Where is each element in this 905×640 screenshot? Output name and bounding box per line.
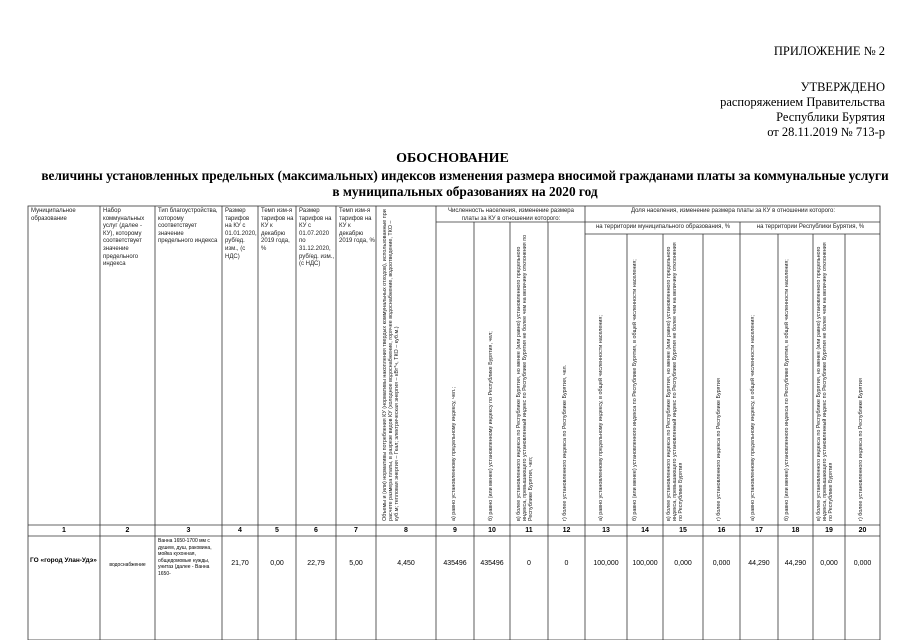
header-population-group: Численность населения, изменение размера платы за КУ в отношении которого: (448, 208, 574, 222)
col-number: 16 (717, 527, 726, 534)
col-number: 9 (453, 527, 457, 534)
document-subtitle: величины установленных предельных (максимальных) индексов изменения размера вносимой гражданами платы за коммунальные услуги в муниципальных образованиях на 2020 год (41, 168, 889, 199)
header-share-mun-a: а) равно установленному предельному индексу, в общей численности населения; (598, 315, 604, 521)
header-amenity-type: Тип благоустройства, которому соответствует значение предельного индекса (158, 208, 218, 245)
header-share-rep-a: а) равно установленному предельному индексу, в общей численности населения; (750, 315, 756, 521)
header-share-mun-b: б) равно (или менее) установленного индекса по Республике Бурятия, в общей численности населения; (632, 259, 638, 521)
document-title: ОБОСНОВАНИЕ (396, 151, 509, 166)
col-number: 17 (755, 527, 763, 534)
header-share-mun-d: г) более установленного индекса по Республике Бурятия (716, 378, 722, 521)
col-number: 14 (641, 527, 649, 534)
approval-line-3: от 28.11.2019 № 713-р (767, 125, 885, 139)
col-number: 18 (791, 527, 800, 534)
row-share-rep-d: 0,000 (853, 560, 872, 567)
row-share-rep-c: 0,000 (820, 560, 838, 567)
col-number: 4 (238, 527, 242, 534)
row-tariff-rate-1: 0,00 (270, 560, 284, 567)
col-number: 6 (314, 527, 318, 534)
row-tariff-jul: 22,79 (307, 560, 325, 567)
row-share-mun-c: 0,000 (674, 560, 692, 567)
header-share-rep-d: г) более установленного индекса по Республике Бурятия (858, 378, 864, 521)
header-share-mun-c: в) более установленного индекса по Республике Бурятия, но менее (или равно) установленного предельного индекса, превышающего установленный индекс по Республике Бурятия не более чем на величину отклонения по Республике Бурятия (666, 242, 684, 521)
row-amenity-type: Ванна 1650-1700 мм с душем, душ, раковина, мойка кухонная, общедомовые нужды, унитаз (далее - Ванна 1650- (158, 538, 212, 577)
col-number: 2 (125, 527, 130, 534)
row-population-d: 0 (564, 560, 569, 567)
col-number: 8 (404, 527, 408, 534)
col-number: 15 (679, 527, 687, 534)
header-tariff-rate-2: Темп изм-я тарифов на КУ к декабрю 2019 года, % (339, 208, 375, 245)
row-municipality: ГО «город Улан-Удэ» (30, 557, 97, 564)
header-service-set: Набор коммунальных услуг (далее - КУ), которому соответствует значение предельного индекса (103, 208, 145, 268)
header-municipality: Муниципальное образование (31, 208, 76, 222)
header-population-b: б) равно (или менее) установленному индексу по Республике Бурятия, чел; (488, 331, 494, 521)
row-share-rep-a: 44,290 (748, 560, 770, 567)
row-tariff-rate-2: 5,00 (349, 560, 363, 567)
col-number: 20 (858, 527, 867, 534)
header-tariff-jan: Размер тарифов на КУ с 01.01.2020, руб/ед. изм., (с НДС) (225, 208, 257, 260)
row-population-b: 435496 (480, 560, 504, 567)
approved-label: УТВЕРЖДЕНО (800, 80, 885, 94)
row-share-mun-a: 100,000 (593, 560, 619, 567)
header-population-d: г) более установленного индекса по Республике Бурятия, чел. (562, 364, 568, 521)
row-share-rep-b: 44,290 (784, 560, 807, 567)
col-number: 3 (186, 527, 191, 534)
header-tariff-rate-1: Темп изм-я тарифов на КУ к декабрю 2019 года, % (261, 208, 294, 252)
col-number: 5 (275, 527, 279, 534)
row-share-mun-b: 100,000 (632, 560, 658, 567)
header-consumption-volumes: Объемы и (или) нормативы потребления КУ (нормативы накопления твердых коммунальных отходов), использованные при расчете размера платы, в разрезе видов КУ (холодное водоснабжение, горячее водоснабжение, водоотведение, ТКО – куб.м; тепловая энергия – Гкал; электрическая энергия – кВт*ч, ТКО – куб.м.) (382, 209, 400, 521)
row-tariff-jan: 21,70 (231, 560, 249, 567)
col-number: 1 (62, 527, 66, 534)
approval-line-1: распоряжением Правительства (720, 95, 885, 109)
header-share-rep-b: б) равно (или менее) установленного индекса по Республике Бурятия, в общей численности населения; (784, 259, 790, 521)
header-share-municipal: на территории муниципального образования, % (595, 224, 731, 230)
row-population-c: 0 (527, 560, 531, 567)
header-population-c: в) более установленного индекса по Республике Бурятия, но менее (или равно) установленного предельного индекса, превышающего установленный индекс по Республике Бурятия не более чем на величину отклонения по Республике Бурятия, чел; (516, 234, 534, 521)
col-number: 12 (562, 527, 571, 534)
col-number: 19 (825, 527, 833, 534)
col-number: 13 (602, 527, 610, 534)
col-number: 7 (354, 527, 358, 534)
row-service-set: водоснабжение (109, 562, 146, 568)
row-population-a: 435496 (443, 560, 467, 567)
header-share-republic: на территории Республики Бурятия, % (756, 224, 865, 230)
col-number: 11 (525, 527, 533, 534)
header-tariff-jul: Размер тарифов на КУ с 01.07.2020 по 31.12.2020, руб/ед. изм., (с НДС) (299, 208, 335, 268)
header-population-a: а) равно установленному предельному индексу, чел.; (451, 387, 457, 521)
approval-line-2: Республики Бурятия (776, 110, 885, 124)
row-consumption-volume: 4,450 (397, 560, 415, 567)
col-number: 10 (488, 527, 496, 534)
header-share-group: Доля населения, изменение размера платы за КУ в отношении которого: (630, 208, 836, 214)
appendix-label: ПРИЛОЖЕНИЕ № 2 (773, 44, 885, 58)
header-share-rep-c: в) более установленного индекса по Республике Бурятия, но менее (или равно) установленного предельного индекса, превышающего установленный индекс по Республике Бурятия не более чем на величину отклонения по Республике Бурятия (816, 242, 834, 521)
row-share-mun-d: 0,000 (712, 560, 731, 567)
